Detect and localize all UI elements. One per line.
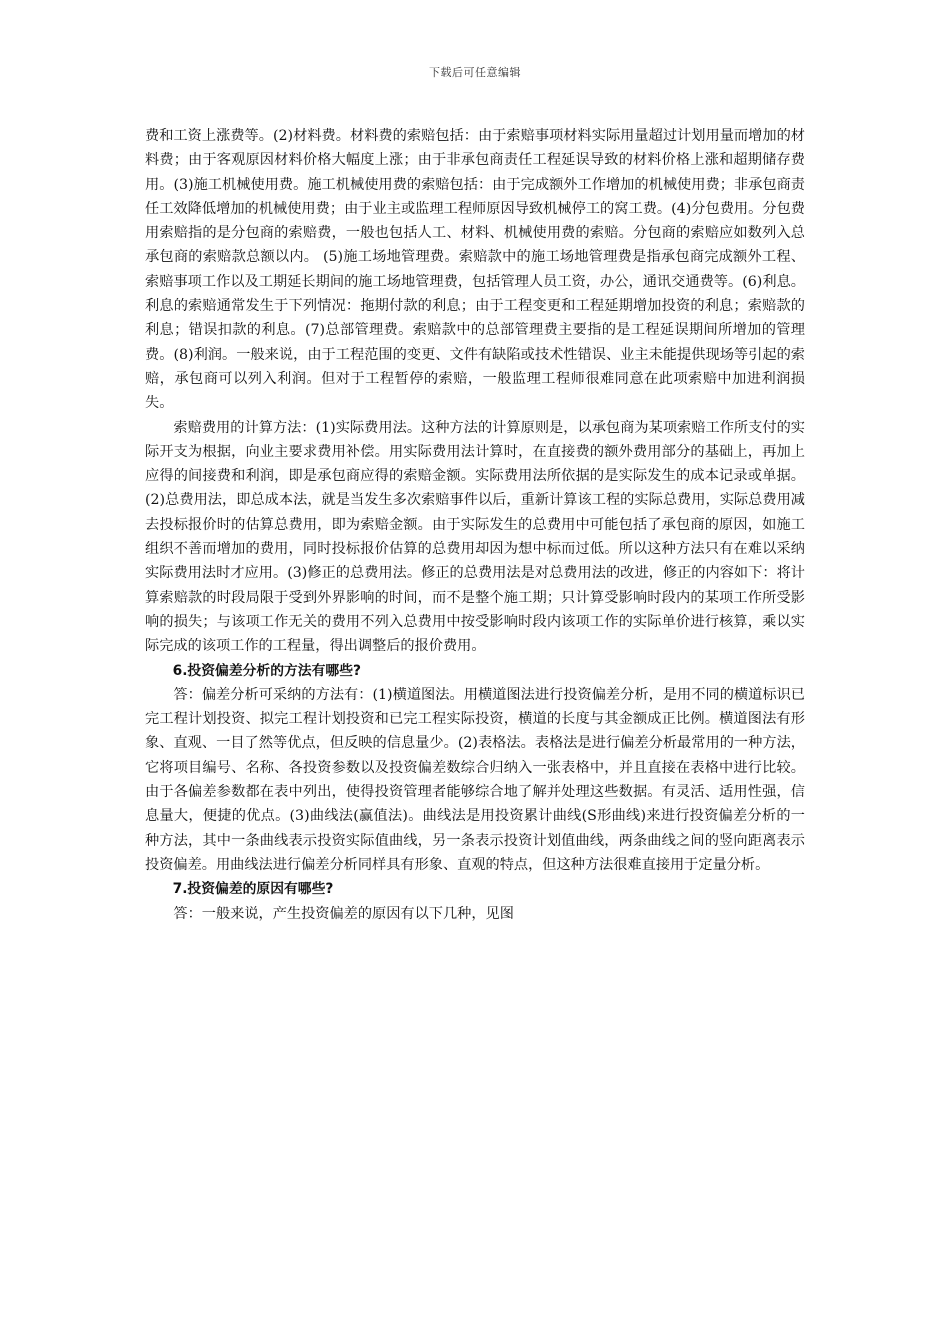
- question-heading-7: 7.投资偏差的原因有哪些?: [172, 881, 334, 898]
- question-heading-6: 6.投资偏差分析的方法有哪些?: [172, 662, 361, 679]
- answer-paragraph-7: 答：一般来说，产生投资偏差的原因有以下几种，见图: [173, 905, 514, 922]
- paragraph-claim-cost-calculation: 索赔费用的计算方法：(1)实际费用法。这种方法的计算原则是，以承包商为某项索赔工作所支付的实际开支为根据，向业主要求费用补偿。用实际费用法计算时，在直接费的额外费用部分的基础上，再加上应得的间接费和利润，即是承包商应得的索赔金额。实际费用法所依据的是实际发生的成本记录或单据。(2)总费用法，即总成本法，就是当发生多次索赔事件以后，重新计算该工程的实际总费用，实际总费用减去投标报价时的估算总费用，即为索赔金额。由于实际发生的总费用中可能包括了承包商的原因，如施工组织不善而增加的费用，同时投标报价估算的总费用却因为想中标而过低。所以这种方法只有在难以采纳实际费用法时才应用。(3)修正的总费用法。修正的总费用法是对总费用法的改进，修正的内容如下：将计算索赔款的时段局限于受到外界影响的时间，而不是整个施工期；只计算受影响时段内的某项工作所受影响的损失；与该项工作无关的费用不列入总费用中按受影响时段内该项工作的实际单价进行核算，乘以实际完成的该项工作的工程量，得出调整后的报价费用。: [145, 419, 805, 655]
- page-header: 下载后可任意编辑: [429, 66, 521, 79]
- document-body: [145, 124, 805, 926]
- answer-paragraph-6: 答：偏差分析可采纳的方法有：(1)横道图法。用横道图法进行投资偏差分析，是用不同的横道标识已完工程计划投资、拟完工程计划投资和已完工程实际投资，横道的长度与其金额成正比例。横道图法有形象、直观、一目了然等优点，但反映的信息量少。(2)表格法。表格法是进行偏差分析最常用的一种方法，它将项目编号、名称、各投资参数以及投资偏差数综合归纳入一张表格中，并且直接在表格中进行比较。由于各偏差参数都在表中列出，使得投资管理者能够综合地了解并处理这些数据。有灵活、适用性强，信息量大，便捷的优点。(3)曲线法(赢值法)。曲线法是用投资累计曲线(S形曲线)来进行投资偏差分析的一种方法，其中一条曲线表示投资实际值曲线，另一条表示投资计划值曲线，两条曲线之间的竖向距离表示投资偏差。用曲线法进行偏差分析同样具有形象、直观的特点，但这种方法很难直接用于定量分析。: [145, 686, 805, 873]
- paragraph-claim-cost-items: 费和工资上涨费等。(2)材料费。材料费的索赔包括：由于索赔事项材料实际用量超过计划用量而增加的材料费；由于客观原因材料价格大幅度上涨；由于非承包商责任工程延误导致的材料价格上涨和超期储存费用。(3)施工机械使用费。施工机械使用费的索赔包括：由于完成额外工作增加的机械使用费；非承包商责任工效降低增加的机械使用费；由于业主或监理工程师原因导致机械停工的窝工费。(4)分包费用。分包费用索赔指的是分包商的索赔费，一般也包括人工、材料、机械使用费的索赔。分包商的索赔应如数列入总承包商的索赔款总额以内。 (5)施工场地管理费。索赔款中的施工场地管理费是指承包商完成额外工程、索赔事项工作以及工期延长期间的施工场地管理费，包括管理人员工资，办公，通讯交通费等。(6)利息。利息的索赔通常发生于下列情况：拖期付款的利息；由于工程变更和工程延期增加投资的利息；索赔款的利息；错误扣款的利息。(7)总部管理费。索赔款中的总部管理费主要指的是工程延误期间所增加的管理费。(8)利润。一般来说，由于工程范围的变更、文件有缺陷或技术性错误、业主未能提供现场等引起的索赔，承包商可以列入利润。但对于工程暂停的索赔，一般监理工程师很难同意在此项索赔中加进利润损失。: [145, 128, 805, 412]
